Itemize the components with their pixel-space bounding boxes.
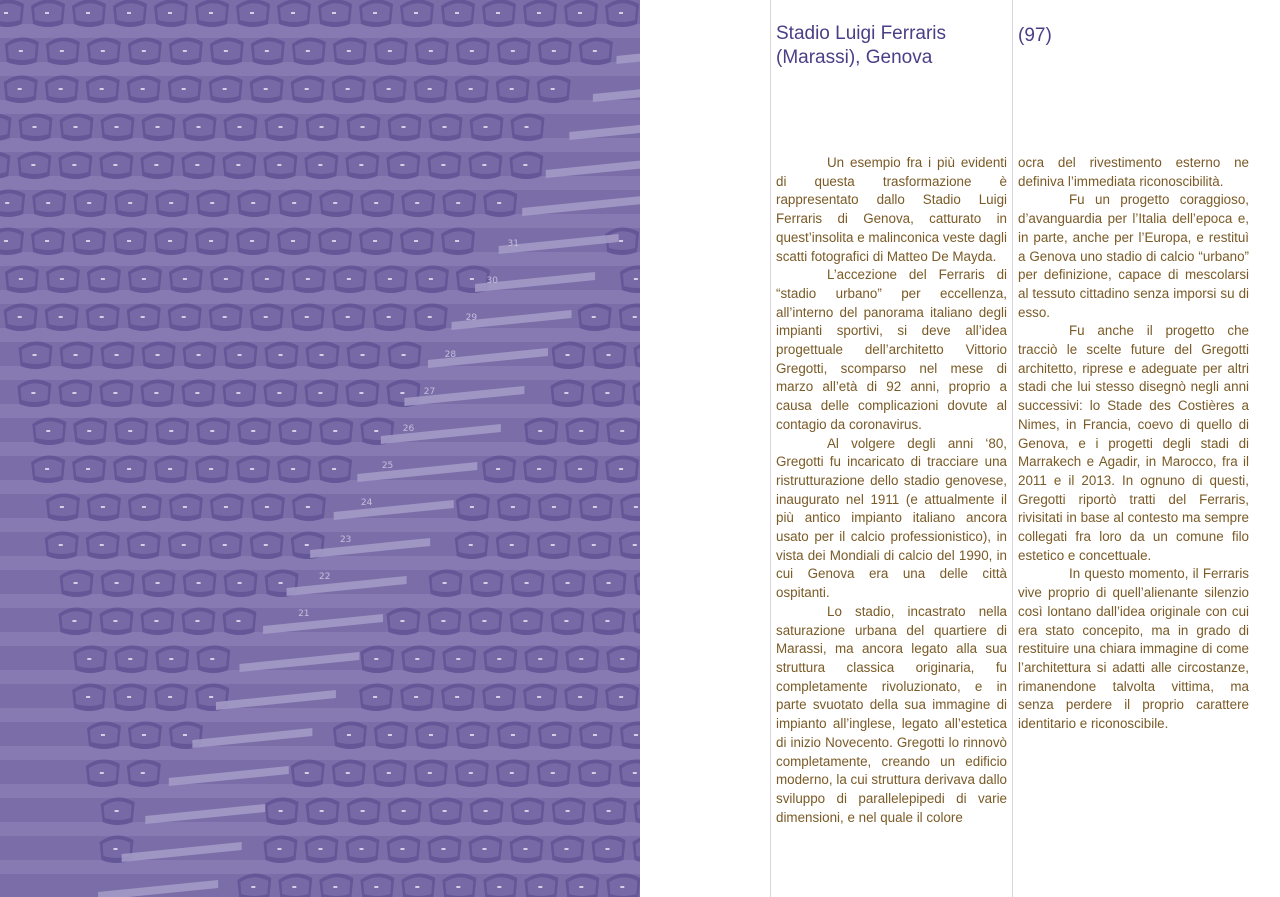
stair-row-number: 24 — [360, 498, 373, 508]
stair-row-number: 30 — [486, 276, 498, 286]
stair-row-number: 22 — [319, 572, 331, 582]
stair-row-number: 21 — [298, 609, 310, 619]
paragraph: Al volgere degli anni ‘80, Gregotti fu incaricato di tracciare una ristrutturazione dello stadio genovese, inaugurato nel 1911 (e attualmente il più antico impianto italiano ancora usato per il calcio professionistico), in vista dei Mondiali di calcio del 1990, in cui Genova era una delle città ospitanti. — [776, 435, 1007, 601]
stair-row-number: 26 — [402, 424, 415, 434]
stair-row-number: 28 — [444, 350, 457, 360]
paragraph: L’accezione del Ferraris di “stadio urbano” per eccellenza, all’interno del panorama italiano degli impianti sportivi, si deve all’idea progettuale dell’architetto Vittorio Gregotti, scomparso nel mese di marzo all’età di 92 anni, proprio a causa delle complicazioni dovute al contagio da coronavirus. — [776, 267, 1007, 432]
column-rule-right — [1012, 0, 1013, 897]
text-column-1 — [776, 154, 1007, 827]
paragraph: Fu anche il progetto che tracciò le scelte future del Gregotti architetto, riprese e adeguate per altri stadi che lui stesso disegnò negli anni successivi: lo Stade des Costières a Nimes, in Francia, coevo di quello di Genova, e i progetti degli stadi di Marrakech e Agadir, in Marocco, fra il 2011 e il 2013. In ognuno di questi, Gregotti riportò tratti del Ferraris, rivisitati in base al contesto ma sempre collegati fra loro da un comune filo estetico e concettuale. — [1018, 323, 1249, 563]
stair-row-number: 25 — [381, 461, 394, 471]
paragraph: Un esempio fra i più evidenti di questa trasformazione è rappresentato dallo Stadio Luigi Ferraris di Genova, catturato in quest’insolita e malinconica veste dagli scatti fotografici di Matteo De Mayda. — [776, 155, 1007, 264]
column-rule-left — [770, 0, 771, 897]
paragraph: In questo momento, il Ferraris vive proprio di quell’alienante silenzio così lontano dall’idea originale con cui era stato concepito, ma in grado di restituire una chiara immagine di come l’architettura si adatti alle circostanze, rimanendone talvolta vittima, ma senza perdere il proprio carattere identitario e riconoscibile. — [1018, 566, 1249, 732]
paragraph: ocra del rivestimento esterno ne definiva l’immediata riconoscibilità. — [1018, 155, 1249, 189]
stair-row-number: 29 — [465, 313, 478, 323]
stair-row-number: 23 — [339, 535, 352, 545]
stair-row-number: 31 — [507, 239, 519, 249]
page-title: Stadio Luigi Ferraris (Marassi), Genova — [776, 23, 947, 68]
stair-row-number: 27 — [423, 387, 436, 397]
text-column-2 — [1018, 154, 1249, 734]
paragraph: Lo stadio, incastrato nella saturazione urbana del quartiere di Marassi, ma ancora legato alla sua struttura classica originaria, fu completamente rivoluzionato, e in parte svuotato della sua immagine di impianto all’inglese, legato all’estetica di inizio Novecento. Gregotti lo rinnovò completamente, creando un edificio moderno, la cui struttura derivava dallo sviluppo di parallelepipedi di varie dimensioni, e nel quale il colore — [776, 603, 1007, 825]
paragraph: Fu un progetto coraggioso, d’avanguardia per l’Italia dell’epoca e, in parte, anche per l’Europa, e restituì a Genova uno stadio di calcio “urbano” per definizione, capace di mescolarsi al tessuto cittadino senza imporsi su di esso. — [1018, 192, 1249, 320]
page-number: (97) — [1018, 25, 1052, 46]
